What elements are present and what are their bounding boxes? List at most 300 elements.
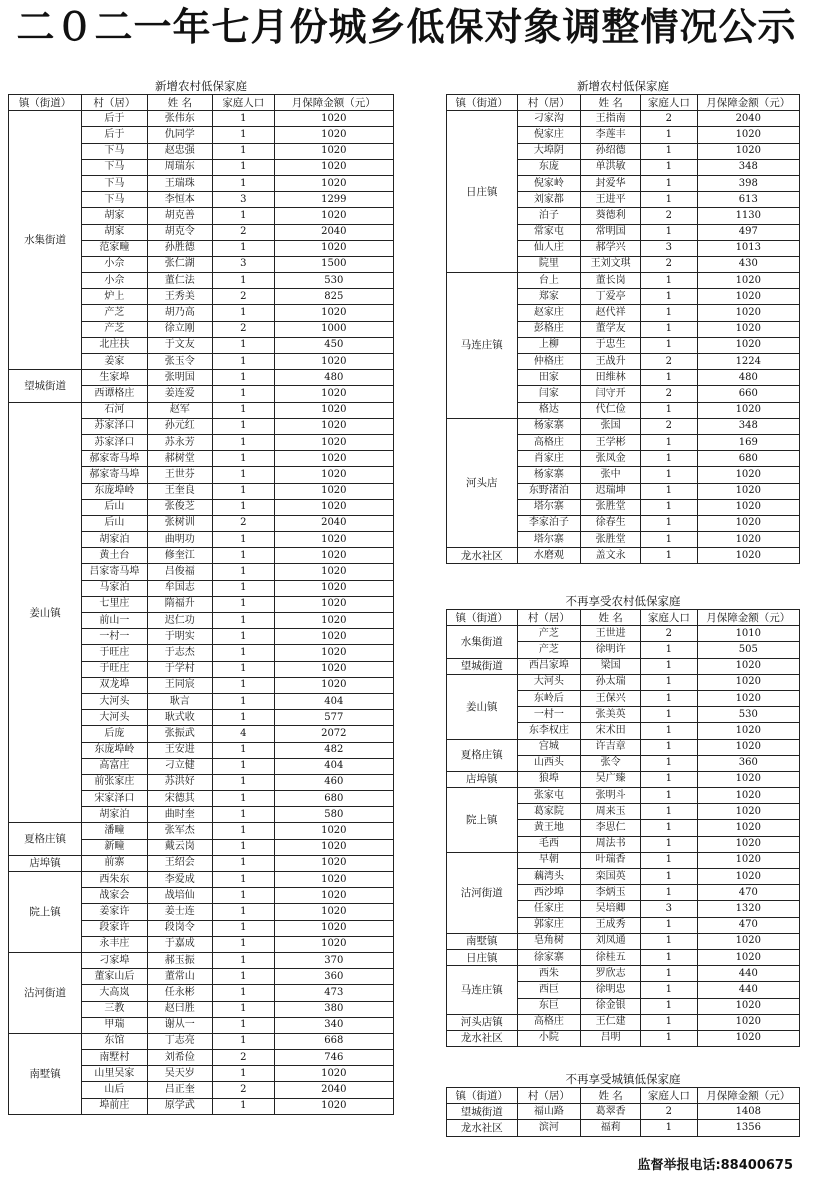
table-row [447,1120,800,1136]
household-size-cell: 1 [213,823,275,839]
name-cell: 董仁法 [147,273,212,289]
household-size-cell: 1 [213,175,275,191]
household-size-cell: 1 [641,467,697,483]
household-size-cell: 1 [213,1033,275,1049]
monthly-amount-cell: 398 [697,175,799,191]
household-size-cell: 1 [641,402,697,418]
table-new-rural-right [446,78,800,564]
village-cell: 仲格庄 [517,354,581,370]
section-title: 不再享受城镇低保家庭 [565,1072,681,1086]
village-cell: 郭家庄 [517,917,581,933]
household-size-cell: 4 [213,726,275,742]
household-size-cell: 1 [641,370,697,386]
monthly-amount-cell: 530 [697,707,799,723]
household-size-cell: 1 [213,1017,275,1033]
name-cell: 于志杰 [147,645,212,661]
monthly-amount-cell: 746 [274,1050,393,1066]
name-cell: 战培仙 [147,888,212,904]
village-cell: 于旺庄 [82,645,147,661]
table-row [9,952,394,968]
village-cell: 前山一 [82,613,147,629]
name-cell: 苏永芳 [147,434,212,450]
town-cell: 店埠镇 [447,771,518,787]
monthly-amount-cell: 360 [274,969,393,985]
table-row [447,273,800,289]
monthly-amount-cell: 470 [697,885,799,901]
monthly-amount-cell: 1020 [274,175,393,191]
household-size-cell: 1 [641,658,697,674]
household-size-cell: 1 [213,645,275,661]
household-size-cell: 1 [213,143,275,159]
household-size-cell: 1 [641,1014,697,1030]
table-removed-urban [446,1071,800,1137]
name-cell: 王进平 [581,192,641,208]
village-cell: 肖家庄 [517,451,581,467]
data-table [8,94,394,1115]
table-row [9,111,394,127]
household-size-cell: 1 [213,580,275,596]
monthly-amount-cell: 1020 [697,127,799,143]
household-size-cell: 1 [641,998,697,1014]
name-cell: 张仁湖 [147,256,212,272]
household-size-cell: 1 [641,690,697,706]
monthly-amount-cell: 1020 [274,855,393,871]
name-cell: 修奎江 [147,548,212,564]
town-cell: 店埠镇 [9,855,82,871]
monthly-amount-cell: 1020 [274,564,393,580]
village-cell: 宫城 [517,739,581,755]
name-cell: 王学彬 [581,434,641,450]
village-cell: 高格庄 [517,434,581,450]
monthly-amount-cell: 1130 [697,208,799,224]
village-cell: 仙人庄 [517,240,581,256]
monthly-amount-cell: 1020 [697,1014,799,1030]
name-cell: 张伟东 [147,111,212,127]
monthly-amount-cell: 380 [274,1001,393,1017]
monthly-amount-cell: 1020 [274,645,393,661]
monthly-amount-cell: 360 [697,755,799,771]
name-cell: 耿言 [147,693,212,709]
household-size-cell: 1 [641,949,697,965]
name-cell: 于嘉成 [147,936,212,952]
household-size-cell: 1 [213,629,275,645]
monthly-amount-cell: 1020 [274,532,393,548]
monthly-amount-cell: 1020 [274,872,393,888]
household-size-cell: 1 [213,952,275,968]
name-cell: 福莉 [581,1120,641,1136]
household-size-cell: 3 [641,240,697,256]
household-size-cell: 3 [213,192,275,208]
household-size-cell: 1 [641,1120,697,1136]
village-cell: 永丰庄 [82,936,147,952]
name-cell: 曲时奎 [147,807,212,823]
town-cell: 龙水社区 [447,1120,518,1136]
name-cell: 李爱成 [147,872,212,888]
household-size-cell: 1 [213,936,275,952]
village-cell: 七里庄 [82,596,147,612]
table-row [447,739,800,755]
village-cell: 彭格庄 [517,321,581,337]
village-cell: 小佘 [82,273,147,289]
village-cell: 倪家岭 [517,175,581,191]
village-cell: 大河头 [517,674,581,690]
table-row [447,658,800,674]
section-title: 新增农村低保家庭 [577,79,669,93]
name-cell: 耿式收 [147,710,212,726]
town-cell: 姜山镇 [447,674,518,739]
name-cell: 姜连爱 [147,386,212,402]
name-cell: 吴培卿 [581,901,641,917]
table-row [447,674,800,690]
village-cell: 西吕家埠 [517,658,581,674]
town-cell: 沽河街道 [447,852,518,933]
table-row [447,418,800,434]
household-size-cell: 1 [641,982,697,998]
household-size-cell: 1 [641,788,697,804]
monthly-amount-cell: 1020 [274,629,393,645]
monthly-amount-cell: 1020 [274,402,393,418]
name-cell: 迟仁功 [147,613,212,629]
name-cell: 盖文永 [581,548,641,564]
household-size-cell: 1 [641,532,697,548]
household-size-cell: 1 [641,548,697,564]
household-size-cell: 1 [213,532,275,548]
name-cell: 丁爱亭 [581,289,641,305]
household-size-cell: 3 [213,256,275,272]
village-cell: 前寨 [82,855,147,871]
village-cell: 一村一 [517,707,581,723]
village-cell: 西朱 [517,966,581,982]
monthly-amount-cell: 404 [274,693,393,709]
household-size-cell: 1 [641,515,697,531]
household-size-cell: 1 [641,224,697,240]
town-cell: 龙水社区 [447,548,518,564]
name-cell: 原学武 [147,1098,212,1114]
village-cell: 苏家泽口 [82,434,147,450]
village-cell: 产芝 [517,642,581,658]
monthly-amount-cell: 1020 [697,658,799,674]
monthly-amount-cell: 1020 [274,661,393,677]
monthly-amount-cell: 1020 [274,920,393,936]
household-size-cell: 1 [213,742,275,758]
village-cell: 杨家寨 [517,467,581,483]
monthly-amount-cell: 1020 [697,869,799,885]
town-cell: 龙水社区 [447,1030,518,1046]
monthly-amount-cell: 1020 [274,434,393,450]
monthly-amount-cell: 2072 [274,726,393,742]
monthly-amount-cell: 2040 [274,1082,393,1098]
column-header: 镇（街道） [447,1088,518,1104]
household-size-cell: 1 [641,836,697,852]
name-cell: 徐明许 [581,642,641,658]
monthly-amount-cell: 1320 [697,901,799,917]
monthly-amount-cell: 1020 [697,548,799,564]
table-removed-rural [446,593,800,1047]
village-cell: 下马 [82,175,147,191]
name-cell: 迟瑞坤 [581,483,641,499]
household-size-cell: 1 [213,904,275,920]
village-cell: 皂角树 [517,933,581,949]
table-row [447,626,800,642]
village-cell: 杨家寨 [517,418,581,434]
village-cell: 胡家 [82,224,147,240]
monthly-amount-cell: 1020 [697,674,799,690]
village-cell: 上柳 [517,337,581,353]
household-size-cell: 1 [213,774,275,790]
name-cell: 丁志亮 [147,1033,212,1049]
table-row [447,933,800,949]
monthly-amount-cell: 1299 [274,192,393,208]
household-size-cell: 1 [641,755,697,771]
village-cell: 水磨观 [517,548,581,564]
village-cell: 三教 [82,1001,147,1017]
monthly-amount-cell: 1020 [274,580,393,596]
page-title: 二０二一年七月份城乡低保对象调整情况公示 [16,5,797,49]
column-header: 镇（街道） [447,610,518,626]
name-cell: 王安进 [147,742,212,758]
town-cell: 院上镇 [447,788,518,853]
village-cell: 刘家都 [517,192,581,208]
household-size-cell: 2 [641,208,697,224]
household-size-cell: 1 [641,933,697,949]
table-row [447,771,800,787]
monthly-amount-cell: 460 [274,774,393,790]
monthly-amount-cell: 2040 [274,224,393,240]
monthly-amount-cell: 1020 [697,532,799,548]
table-row [9,872,394,888]
monthly-amount-cell: 1020 [274,936,393,952]
monthly-amount-cell: 470 [697,917,799,933]
monthly-amount-cell: 1020 [274,596,393,612]
village-cell: 苏家泽口 [82,418,147,434]
village-cell: 大埠阴 [517,143,581,159]
name-cell: 孙太瑞 [581,674,641,690]
household-size-cell: 1 [641,1030,697,1046]
name-cell: 李恒本 [147,192,212,208]
monthly-amount-cell: 1020 [697,852,799,868]
section-title: 不再享受农村低保家庭 [565,594,681,608]
village-cell: 大河头 [82,693,147,709]
column-header: 村（居） [82,95,147,111]
name-cell: 王保兴 [581,690,641,706]
monthly-amount-cell: 404 [274,758,393,774]
monthly-amount-cell: 348 [697,418,799,434]
household-size-cell: 2 [213,224,275,240]
name-cell: 刘凤通 [581,933,641,949]
monthly-amount-cell: 1010 [697,626,799,642]
village-cell: 塔尔寨 [517,532,581,548]
name-cell: 王世芬 [147,467,212,483]
table-row [447,852,800,868]
name-cell: 周来玉 [581,804,641,820]
household-size-cell: 1 [213,434,275,450]
household-size-cell: 2 [641,1104,697,1120]
household-size-cell: 1 [641,289,697,305]
village-cell: 郑家 [517,289,581,305]
household-size-cell: 1 [213,354,275,370]
household-size-cell: 1 [213,677,275,693]
town-cell: 夏格庄镇 [447,739,518,771]
data-table [446,1087,800,1137]
household-size-cell: 2 [641,354,697,370]
column-header: 姓 名 [581,610,641,626]
monthly-amount-cell: 2040 [274,515,393,531]
village-cell: 张家屯 [517,788,581,804]
town-cell: 望城街道 [447,658,518,674]
name-cell: 王瑞珠 [147,175,212,191]
household-size-cell: 1 [641,499,697,515]
column-header: 村（居） [517,1088,581,1104]
column-header: 月保障金额（元） [697,1088,799,1104]
village-cell: 南墅村 [82,1050,147,1066]
name-cell: 赵军 [147,402,212,418]
household-size-cell: 1 [213,418,275,434]
name-cell: 王成秀 [581,917,641,933]
household-size-cell: 1 [213,920,275,936]
village-cell: 后于 [82,127,147,143]
column-header: 月保障金额（元） [274,95,393,111]
table-row [447,111,800,127]
monthly-amount-cell: 1500 [274,256,393,272]
monthly-amount-cell: 1020 [274,839,393,855]
village-cell: 胡家泊 [82,532,147,548]
village-cell: 埠前庄 [82,1098,147,1114]
village-cell: 胡家 [82,208,147,224]
name-cell: 谢从一 [147,1017,212,1033]
village-cell: 院里 [517,256,581,272]
household-size-cell: 1 [213,483,275,499]
name-cell: 周法书 [581,836,641,852]
village-cell: 后山 [82,499,147,515]
monthly-amount-cell: 1020 [697,515,799,531]
household-size-cell: 1 [213,273,275,289]
town-cell: 院上镇 [9,872,82,953]
monthly-amount-cell: 1020 [274,127,393,143]
village-cell: 前张家庄 [82,774,147,790]
village-cell: 姜家许 [82,904,147,920]
table-row [9,402,394,418]
name-cell: 隋福升 [147,596,212,612]
household-size-cell: 1 [213,208,275,224]
household-size-cell: 1 [641,739,697,755]
column-header: 家庭人口 [641,95,697,111]
name-cell: 郝玉振 [147,952,212,968]
village-cell: 西沙埠 [517,885,581,901]
monthly-amount-cell: 1000 [274,321,393,337]
town-cell: 南墅镇 [447,933,518,949]
column-header: 家庭人口 [641,610,697,626]
column-header: 姓 名 [581,95,641,111]
monthly-amount-cell: 1020 [697,949,799,965]
monthly-amount-cell: 340 [274,1017,393,1033]
name-cell: 郝树堂 [147,451,212,467]
village-cell: 任家庄 [517,901,581,917]
monthly-amount-cell: 1020 [697,321,799,337]
monthly-amount-cell: 1020 [697,337,799,353]
village-cell: 早朝 [517,852,581,868]
name-cell: 孙胜德 [147,240,212,256]
household-size-cell: 1 [213,758,275,774]
column-header: 姓 名 [581,1088,641,1104]
monthly-amount-cell: 1020 [697,804,799,820]
village-cell: 毛西 [517,836,581,852]
name-cell: 张振武 [147,726,212,742]
household-size-cell: 1 [641,707,697,723]
name-cell: 张中 [581,467,641,483]
village-cell: 董家山后 [82,969,147,985]
name-cell: 任永彬 [147,985,212,1001]
name-cell: 张令 [581,755,641,771]
village-cell: 郝家寄马埠 [82,467,147,483]
village-cell: 于旺庄 [82,661,147,677]
village-cell: 宋家泽口 [82,791,147,807]
name-cell: 周瑞东 [147,159,212,175]
monthly-amount-cell: 1020 [697,483,799,499]
household-size-cell: 1 [213,969,275,985]
village-cell: 东庞埠岭 [82,742,147,758]
monthly-amount-cell: 1224 [697,354,799,370]
table-row [9,370,394,386]
village-cell: 西巨 [517,982,581,998]
village-cell: 生家埠 [82,370,147,386]
household-size-cell: 1 [213,1066,275,1082]
name-cell: 段岗令 [147,920,212,936]
village-cell: 西朱东 [82,872,147,888]
household-size-cell: 1 [213,596,275,612]
village-cell: 徐家寨 [517,949,581,965]
household-size-cell: 1 [213,305,275,321]
household-size-cell: 1 [641,869,697,885]
household-size-cell: 1 [213,467,275,483]
monthly-amount-cell: 825 [274,289,393,305]
village-cell: 东馆 [82,1033,147,1049]
village-cell: 葛家院 [517,804,581,820]
village-cell: 西谭格庄 [82,386,147,402]
household-size-cell: 1 [641,143,697,159]
name-cell: 赵忠强 [147,143,212,159]
header-row [9,95,394,111]
village-cell: 战家会 [82,888,147,904]
name-cell: 田维林 [581,370,641,386]
name-cell: 徐立刚 [147,321,212,337]
household-size-cell: 1 [213,661,275,677]
household-size-cell: 1 [641,642,697,658]
monthly-amount-cell: 613 [697,192,799,208]
name-cell: 赵代祥 [581,305,641,321]
name-cell: 王奎良 [147,483,212,499]
name-cell: 单洪敏 [581,159,641,175]
name-cell: 戴云岗 [147,839,212,855]
name-cell: 赵曰胜 [147,1001,212,1017]
name-cell: 许吉章 [581,739,641,755]
name-cell: 王绍会 [147,855,212,871]
monthly-amount-cell: 1013 [697,240,799,256]
village-cell: 甲瑞 [82,1017,147,1033]
household-size-cell: 1 [213,337,275,353]
town-cell: 日庄镇 [447,111,518,273]
household-size-cell: 1 [213,839,275,855]
village-cell: 倪家庄 [517,127,581,143]
household-size-cell: 1 [641,483,697,499]
village-cell: 小佘 [82,256,147,272]
household-size-cell: 1 [641,771,697,787]
name-cell: 栾国英 [581,869,641,885]
village-cell: 范家疃 [82,240,147,256]
table-row [447,1104,800,1120]
village-cell: 北庄扶 [82,337,147,353]
monthly-amount-cell: 440 [697,966,799,982]
header-row [447,1088,800,1104]
